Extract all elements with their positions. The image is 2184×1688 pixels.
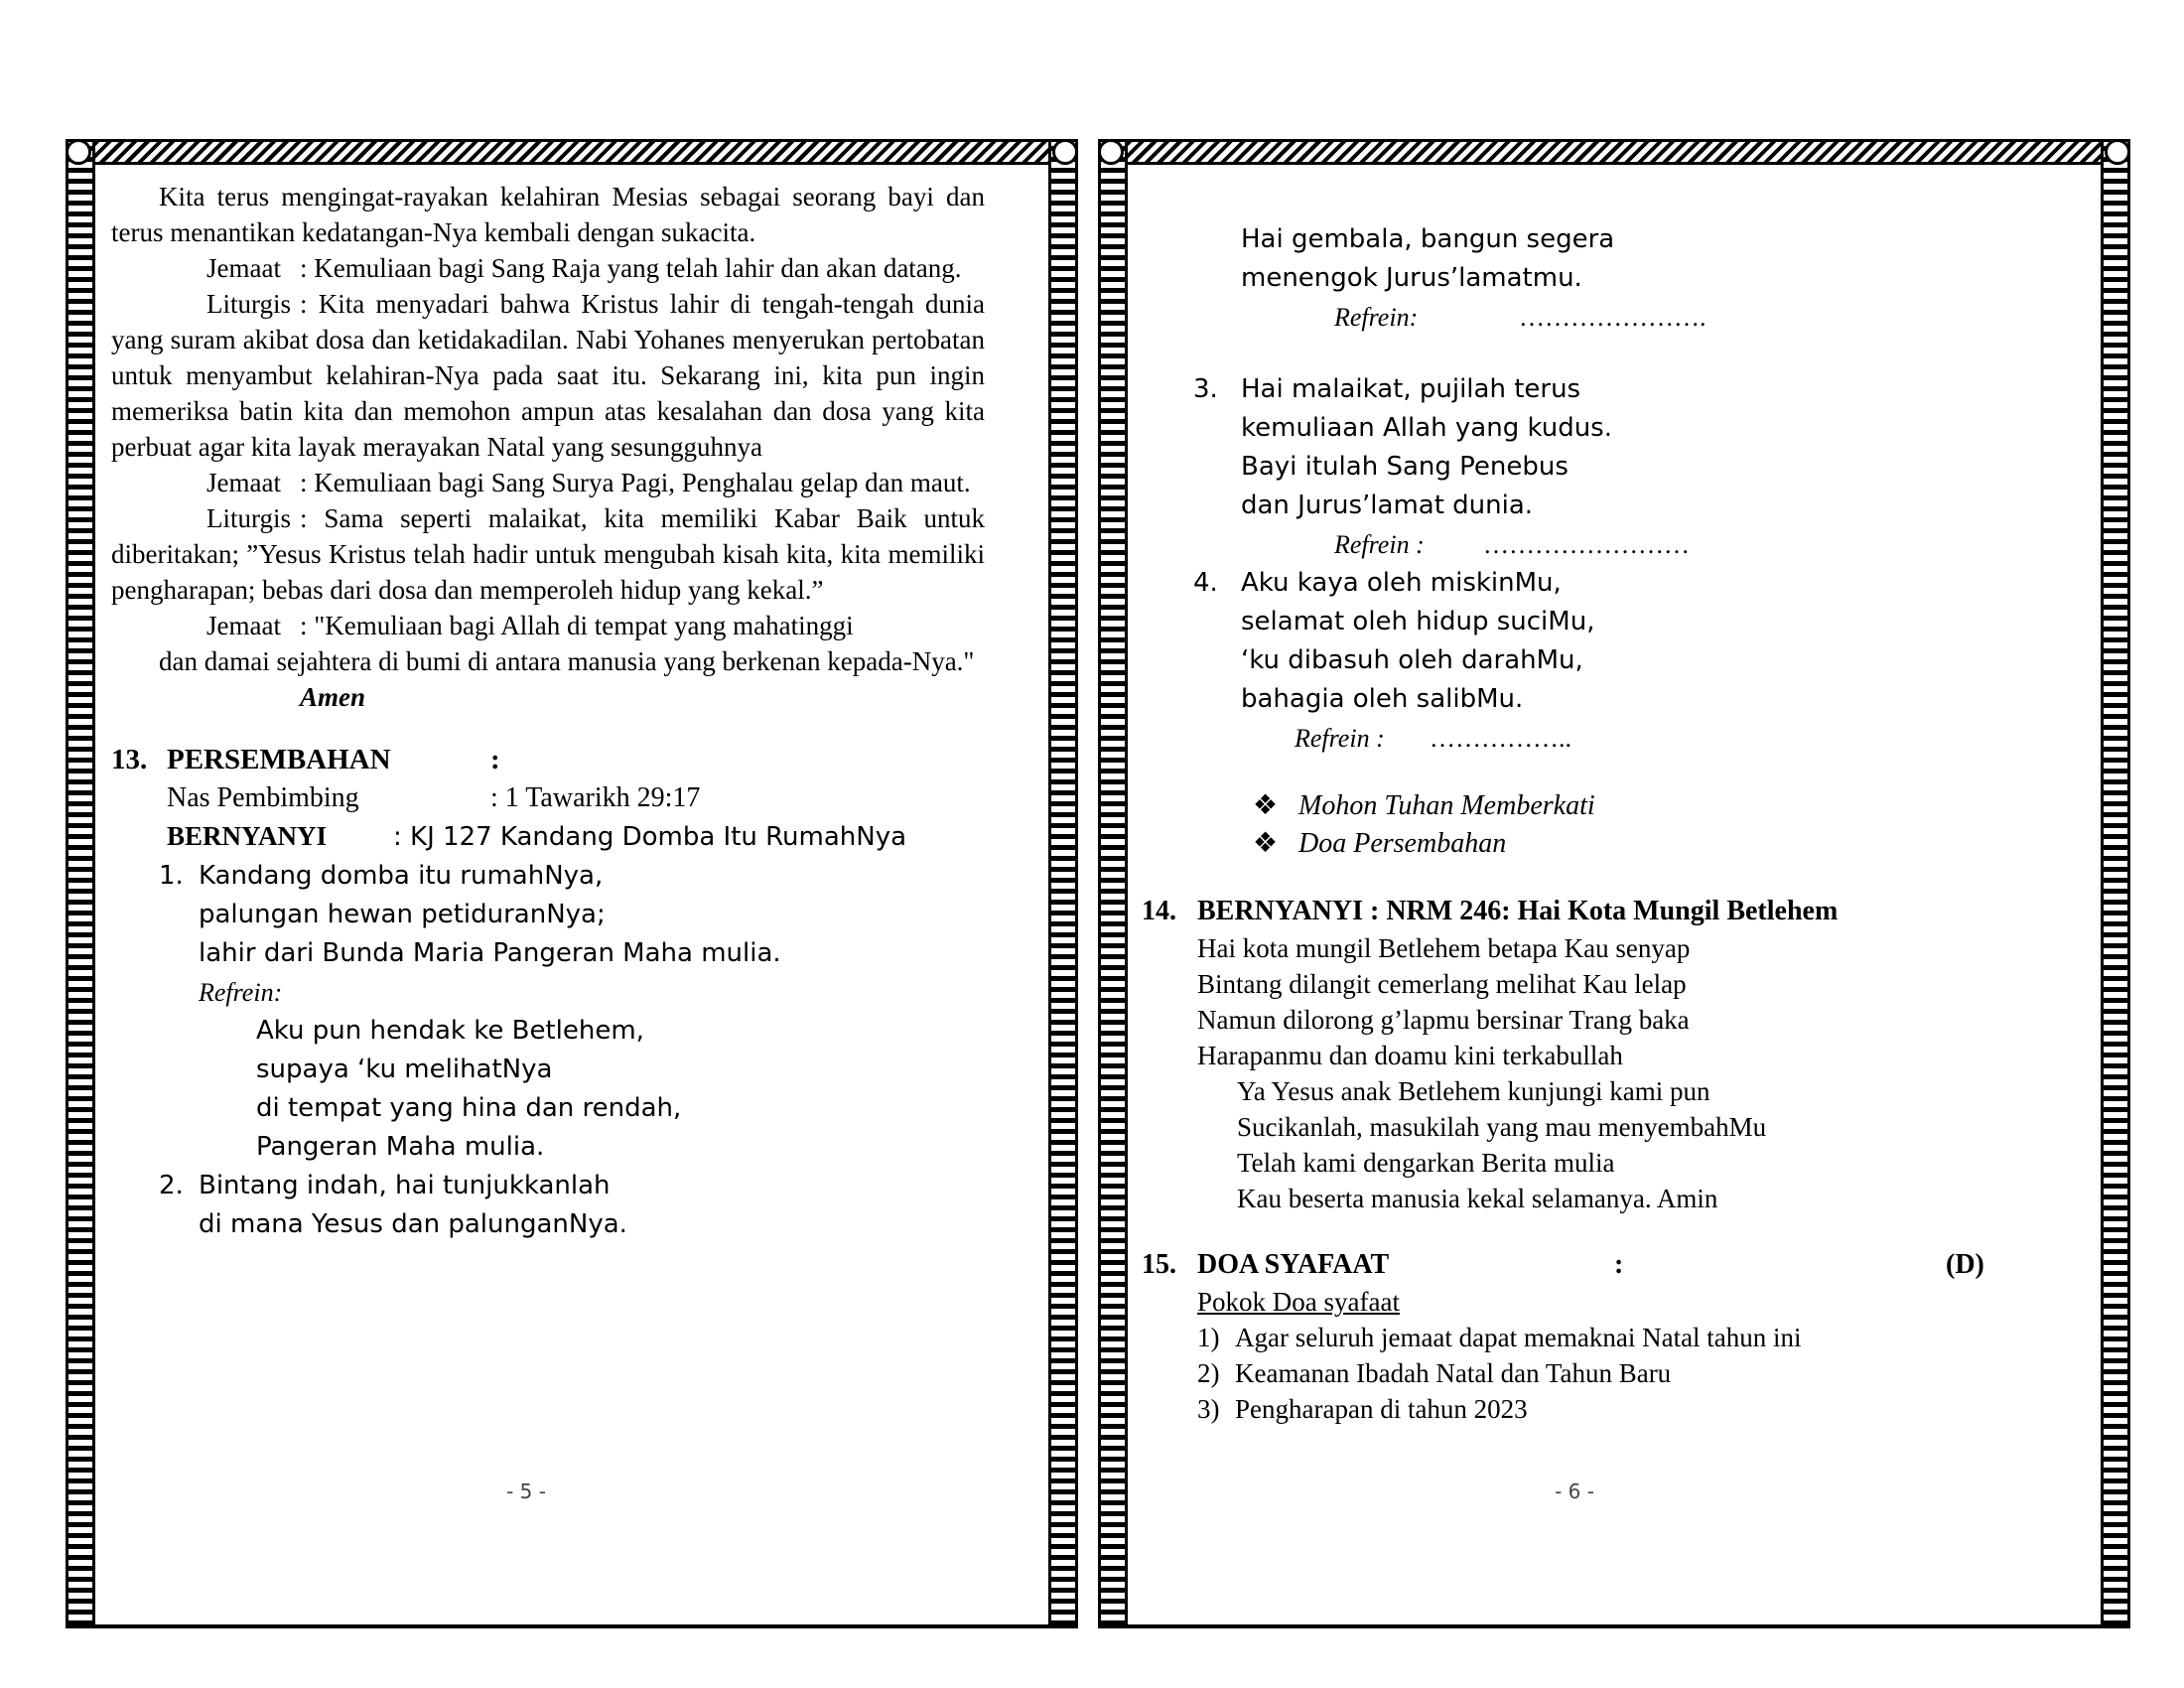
verse-line: lahir dari Bunda Maria Pangeran Maha mulia. — [199, 938, 781, 968]
list-item: 3) Pengharapan di tahun 2023 — [1197, 1394, 1528, 1424]
section-14-heading: 14. BERNYANYI : NRM 246: Hai Kota Mungil Betlehem — [1142, 896, 1839, 926]
verse-line: selamat oleh hidup suciMu, — [1241, 607, 1595, 636]
bernyanyi-row — [167, 817, 985, 857]
speaker-label: Liturgis — [206, 503, 292, 533]
speaker-label: Jemaat — [206, 253, 281, 283]
nas-pembimbing-row — [167, 778, 985, 817]
exchange-jemaat-1: Jemaat : Kemuliaan bagi Sang Raja yang telah lahir dan akan datang. — [111, 250, 985, 286]
speaker-label: Jemaat — [206, 468, 281, 497]
verse-2 — [111, 1167, 985, 1244]
verse-1 — [111, 857, 985, 1167]
exchange-jemaat-2: Jemaat : Kemuliaan bagi Sang Surya Pagi, Penghalau gelap dan maut. — [111, 465, 985, 500]
verse-2-continued — [1142, 220, 2035, 337]
section-title: PERSEMBAHAN — [167, 744, 391, 775]
verse-line: Aku kaya oleh miskinMu, — [1241, 568, 1562, 598]
song-line: Ya Yesus anak Betlehem kunjungi kami pun — [1237, 1076, 1710, 1106]
section-14 — [1142, 893, 2035, 1216]
page-number: - 5 - — [506, 1479, 546, 1503]
verse-line: Bayi itulah Sang Penebus — [1241, 452, 1569, 482]
border-bottom-line — [1098, 1624, 2130, 1628]
refrain-reference: Refrein : …………….. — [1295, 719, 2035, 758]
diamond-bullet-icon: ❖ — [1253, 790, 1279, 821]
refrain-line: Pangeran Maha mulia. — [256, 1132, 545, 1162]
verse-4 — [1142, 564, 2035, 758]
border-right-band — [2101, 139, 2130, 1628]
verse-3 — [1142, 370, 2035, 564]
verse-line: menengok Jurus’lamatmu. — [1241, 263, 1582, 293]
exchange-text: "Kemuliaan bagi Allah di tempat yang mahatinggi — [314, 611, 854, 640]
refrain-reference: Refrein : …………………… — [1334, 525, 2035, 564]
verse-line: bahagia oleh salibMu. — [1241, 684, 1524, 714]
verse-line: Hai gembala, bangun segera — [1241, 224, 1615, 254]
border-top-band — [1098, 139, 2130, 165]
song-line: Hai kota mungil Betlehem betapa Kau senyap — [1197, 933, 1691, 963]
verse-number: 3. — [1193, 374, 1218, 404]
diamond-bullet-icon: ❖ — [1253, 828, 1279, 859]
amen-label: Amen — [300, 682, 366, 712]
page-6 — [1142, 220, 2035, 1427]
song-line: Namun dilorong g’lapmu bersinar Trang baka — [1197, 1005, 1690, 1035]
section-number: 13. — [111, 744, 148, 775]
border-corner-ornament — [1098, 139, 1124, 165]
border-corner-ornament — [66, 139, 91, 165]
nas-label: Nas Pembimbing — [167, 782, 359, 813]
intro-paragraph: Kita terus mengingat-rayakan kelahiran Mesias sebagai seorang bayi dan terus menantikan kedatangan-Nya kembali dengan sukacita. — [111, 182, 985, 247]
exchange-jemaat-3: Jemaat : "Kemuliaan bagi Allah di tempat yang mahatinggi — [111, 608, 985, 643]
bernyanyi-label: BERNYANYI — [167, 821, 328, 851]
verse-number: 2. — [159, 1171, 184, 1200]
exchange-liturgis-1: Liturgis : Kita menyadari bahwa Kristus lahir di tengah-tengah dunia yang suram akibat dosa dan ketidakadilan. Nabi Yohanes menyerukan pertobatan untuk menyambut kelahiran-Nya pada saat itu. Sekarang ini, kita pun ingin memeriksa batin kita dan memohon ampun atas kesalahan dan dosa yang kita perbuat agar kita layak merayakan Natal yang sesungguhnya — [111, 286, 985, 465]
refrain-label: Refrein : — [1334, 530, 1425, 559]
song-line: Kau beserta manusia kekal selamanya. Amin — [1237, 1184, 1718, 1213]
exchange-text: Kita menyadari bahwa Kristus lahir di tengah-tengah dunia yang suram akibat dosa dan ketidakadilan. Nabi Yohanes menyerukan pertobatan untuk menyambut kelahiran-Nya pada saat itu. Sekarang ini, kita pun ingin memeriksa batin kita dan memohon ampun atas kesalahan dan dosa yang kita perbuat agar kita layak merayakan Natal yang sesungguhnya — [111, 289, 985, 462]
song-line: Harapanmu dan doamu kini terkabullah — [1197, 1041, 1623, 1070]
bernyanyi-value: : KJ 127 Kandang Domba Itu RumahNya — [393, 822, 907, 852]
verse-number: 4. — [1193, 568, 1218, 598]
speaker-label: Jemaat — [206, 611, 281, 640]
border-corner-ornament — [2105, 139, 2130, 165]
exchange-text: Sama seperti malaikat, kita memiliki Kabar Baik untuk diberitakan; ”Yesus Kristus telah hadir untuk mengubah kisah kita, kita memiliki pengharapan; bebas dari dosa dan memperoleh hidup yang kekal.” — [111, 503, 985, 605]
verse-number: 1. — [159, 861, 184, 891]
verse-line: dan Jurus’lamat dunia. — [1241, 491, 1534, 520]
border-left-band — [66, 139, 95, 1628]
border-bottom-line — [66, 1624, 1078, 1628]
exchange-liturgis-2: Liturgis : Sama seperti malaikat, kita memiliki Kabar Baik untuk diberitakan; ”Yesus Kristus telah hadir untuk mengubah kisah kita, kita memiliki pengharapan; bebas dari dosa dan memperoleh hidup yang kekal.” — [111, 500, 985, 608]
exchange-text: Kemuliaan bagi Sang Surya Pagi, Penghalau gelap dan maut. — [314, 468, 971, 497]
verse-line: kemuliaan Allah yang kudus. — [1241, 413, 1612, 443]
border-top-band — [66, 139, 1078, 165]
section-15 — [1142, 1246, 2035, 1427]
section-15-heading: 15. DOA SYAFAAT : (D) — [1142, 1246, 2035, 1284]
refrain-line: supaya ‘ku melihatNya — [256, 1055, 553, 1084]
refrain-line: di tempat yang hina dan rendah, — [256, 1093, 682, 1123]
verse-line: ‘ku dibasuh oleh darahMu, — [1241, 645, 1583, 675]
verse-line: Bintang indah, hai tunjukkanlah — [199, 1171, 611, 1200]
verse-line: Hai malaikat, pujilah terus — [1241, 374, 1581, 404]
exchange-text: Kemuliaan bagi Sang Raja yang telah lahir dan akan datang. — [314, 253, 962, 283]
verse-line: palungan hewan petiduranNya; — [199, 900, 606, 929]
bullet-item: ❖ Mohon Tuhan Memberkati — [1253, 787, 2035, 825]
song-line: Telah kami dengarkan Berita mulia — [1237, 1148, 1615, 1178]
border-corner-ornament — [1052, 139, 1078, 165]
page-number: - 6 - — [1555, 1479, 1594, 1503]
border-right-band — [1048, 139, 1078, 1628]
subtitle: Pokok Doa syafaat — [1197, 1287, 1400, 1317]
closing-line: dan damai sejahtera di bumi di antara manusia yang berkenan kepada-Nya." — [159, 646, 975, 676]
refrain-label: Refrein: — [199, 978, 283, 1007]
list-item: 1) Agar seluruh jemaat dapat memaknai Natal tahun ini — [1197, 1323, 1802, 1352]
page-5 — [111, 179, 985, 1244]
nas-value: : 1 Tawarikh 29:17 — [490, 782, 701, 813]
border-left-band — [1098, 139, 1128, 1628]
speaker-label: Liturgis — [206, 289, 292, 319]
refrain-label: Refrein : — [1295, 724, 1385, 753]
section-13-heading: 13. PERSEMBAHAN : — [111, 741, 985, 778]
song-line: Sucikanlah, masukilah yang mau menyembahMu — [1237, 1112, 1767, 1142]
status-badge: (D) — [1946, 1249, 1984, 1280]
refrain-label: Refrein: — [1334, 303, 1419, 332]
refrain-reference: Refrein: …………………. — [1334, 298, 2035, 337]
verse-line: di mana Yesus dan palunganNya. — [199, 1209, 627, 1239]
list-item: 2) Keamanan Ibadah Natal dan Tahun Baru — [1197, 1358, 1672, 1388]
bullet-item: ❖ Doa Persembahan — [1253, 825, 2035, 863]
song-line: Bintang dilangit cemerlang melihat Kau lelap — [1197, 969, 1687, 999]
verse-line: Kandang domba itu rumahNya, — [199, 861, 604, 891]
refrain-line: Aku pun hendak ke Betlehem, — [256, 1016, 644, 1046]
